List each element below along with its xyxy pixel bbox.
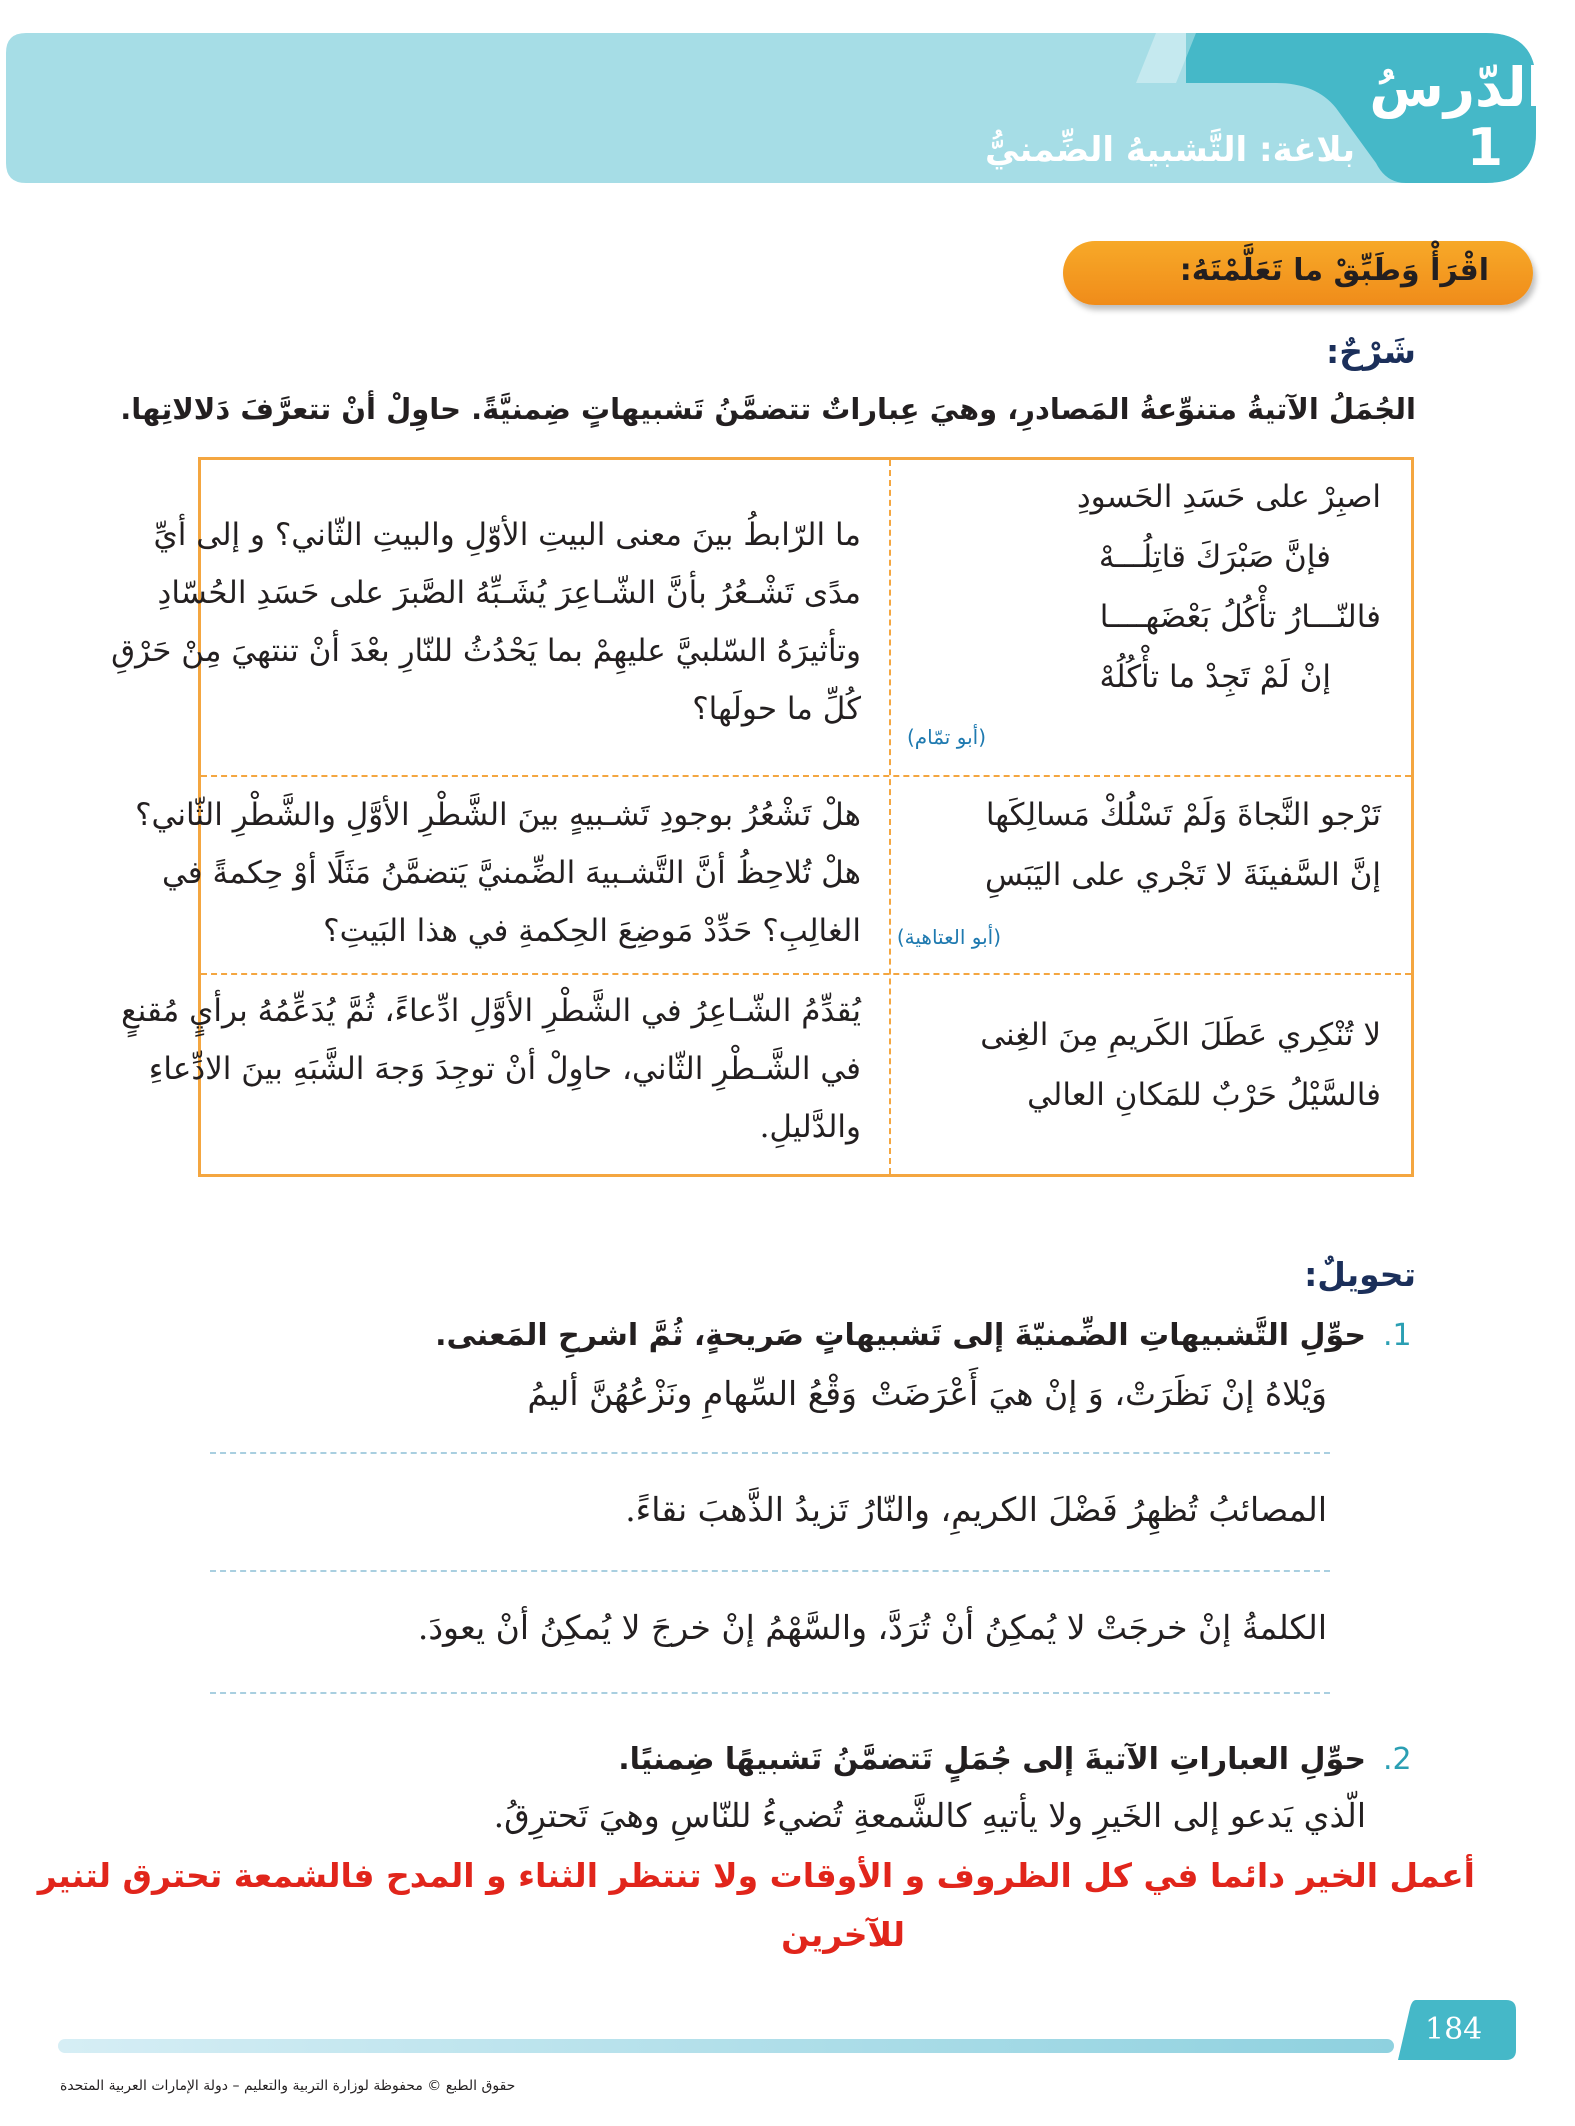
question-line: والدَّليلِ. [759, 1109, 861, 1145]
table-row-divider [201, 973, 1411, 975]
exercise-prompt: حوِّلِ التَّشبيهاتِ الضِّمنيّةَ إلى تَشبيهاتٍ صَريحةٍ، ثُمَّ اشرحِ المَعنى. [435, 1318, 1366, 1353]
question-line: هلْ تَشْعُرُ بوجودِ تَشـبيهٍ بينَ الشَّطْرِ الأوَّلِ والشَّطْرِ الثّاني؟ [135, 797, 861, 833]
poem-table [111, 457, 1414, 1177]
verse-second-half: وَقْعُ السِّهامِ ونَزْعُهُنَّ أليمُ [527, 1374, 857, 1413]
poem-line: تَرْجو النَّجاةَ وَلَمْ تَسْلُكْ مَسالِكَها [985, 797, 1381, 833]
answer-line [210, 1570, 1330, 1572]
explain-heading: شَرْحٌ: [1326, 332, 1416, 371]
poem-attribution: (أبو تمّام) [906, 725, 986, 749]
question-line: هلْ تُلاحِظُ أنَّ التَّشـبيهَ الضِّمنيَّ يَتضمَّنُ مَثَلًا أوْ حِكمةً في [161, 855, 861, 891]
read-apply-label: اقْرَأْ وَطَبِّقْ ما تَعَلَّمْتَهُ: [1179, 253, 1489, 288]
lesson-title: بلاغة: التَّشبيهُ الضِّمنيُّ [985, 130, 1355, 170]
copyright-notice: حقوق الطبع © محفوظة لوزارة التربية والتعليم – دولة الإمارات العربية المتحدة [60, 2078, 516, 2094]
poem-line: إنْ لَمْ تَجِدْ ما تأْكُلُهْ [1099, 659, 1331, 695]
exercise-sentence: المصائبُ تُظهِرُ فَضْلَ الكريمِ، والنّارُ تَزيدُ الذَّهبَ نقاءً. [625, 1490, 1327, 1529]
handwritten-answer-line: أعمل الخير دائما في كل الظروف و الأوقات ولا تنتظر الثناء و المدح فالشمعة تحترق لتنير [37, 1856, 1475, 1895]
question-line: وتأثيرَهُ السّلبيَّ عليهِمْ بما يَحْدُثُ للنّارِ بعْدَ أنْ تنتهيَ مِنْ حَرْقِ [111, 633, 861, 669]
handwritten-answer-line: للآخرين [781, 1915, 905, 1954]
poem-line: اصبِرْ على حَسَدِ الحَسودِ [1076, 479, 1381, 515]
answer-line [210, 1452, 1330, 1454]
poem-attribution: (أبو العتاهية) [896, 925, 1001, 949]
exercise-number: 1. [1383, 1318, 1412, 1353]
question-line: يُقدِّمُ الشّـاعِرُ في الشَّطْرِ الأوَّلِ ادِّعاءً، ثُمَّ يُدَعِّمُهُ برأيٍ مُقنعٍ [121, 993, 861, 1029]
poem-line: إنَّ السَّفينَةَ لا تَجْري على اليَبَسِ [985, 857, 1381, 893]
page-number: 184 [1425, 2012, 1483, 2047]
question-line: كُلِّ ما حولَها؟ [692, 691, 861, 727]
poem-line: فالسَّيْلُ حَرْبٌ للمَكانِ العالي [1027, 1077, 1381, 1113]
lesson-number: 1 [1466, 118, 1503, 178]
footer-bar [58, 2039, 1394, 2053]
exercise-prompt: حوِّلِ العباراتِ الآتيةَ إلى جُمَلٍ تَتضمَّنُ تَشبيهًا ضِمنيًا. [618, 1742, 1366, 1777]
lesson-word: الدّرسُ [1369, 56, 1545, 119]
question-line: ما الرّابطُ بينَ معنى البيتِ الأوّلِ والبيتِ الثّاني؟ و إلى أيِّ [153, 517, 861, 553]
verse-first-half: وَيْلاهُ إنْ نَظَرَتْ، وَ إنْ هيَ أَعْرَضَتْ [870, 1374, 1327, 1413]
exercise-sentence: الّذي يَدعو إلى الخَيرِ ولا يأتيهِ كالشَّمعةِ تُضيءُ للنّاسِ وهيَ تَحترِقُ. [493, 1796, 1366, 1835]
answer-line [210, 1692, 1330, 1694]
exercise-sentence: الكلمةُ إنْ خرجَتْ لا يُمكِنُ أنْ تُرَدَّ، والسَّهْمُ إنْ خرجَ لا يُمكِنُ أنْ يعودَ. [417, 1608, 1327, 1647]
question-line: مدًى تَشْـعُرُ بأنَّ الشّـاعِرَ يُشَـبِّهُ الصَّبرَ على حَسَدِ الحُسّادِ [157, 575, 861, 611]
transform-heading: تحويلٌ: [1304, 1255, 1416, 1294]
question-line: الغالِبِ؟ حَدِّدْ مَوضِعَ الحِكمةِ في هذا البَيتِ؟ [323, 913, 861, 949]
exercise-number: 2. [1383, 1742, 1412, 1777]
table-column-divider [889, 460, 891, 1174]
table-row-divider [201, 775, 1411, 777]
question-line: في الشَّـطْرِ الثّاني، حاوِلْ أنْ توجِدَ وَجهَ الشَّبَهِ بينَ الادِّعاءِ [148, 1051, 861, 1087]
poem-line: لا تُنْكِري عَطَلَ الكَريمِ مِنَ الغِنى [980, 1017, 1381, 1053]
poem-line: فإنَّ صَبْرَكَ قاتِلُـــهْ [1098, 539, 1331, 575]
poem-line: فالنّـــارُ تأْكُلُ بَعْضَهــــا [1099, 599, 1381, 635]
explain-instruction: الجُمَلُ الآتيةُ متنوِّعةُ المَصادرِ، وهيَ عِباراتٌ تتضمَّنُ تَشبيهاتٍ ضِمنيَّةً. حاوِلْ أنْ تتعرَّفَ دَلالاتِها. [120, 392, 1416, 426]
read-apply-pill [1063, 241, 1533, 305]
